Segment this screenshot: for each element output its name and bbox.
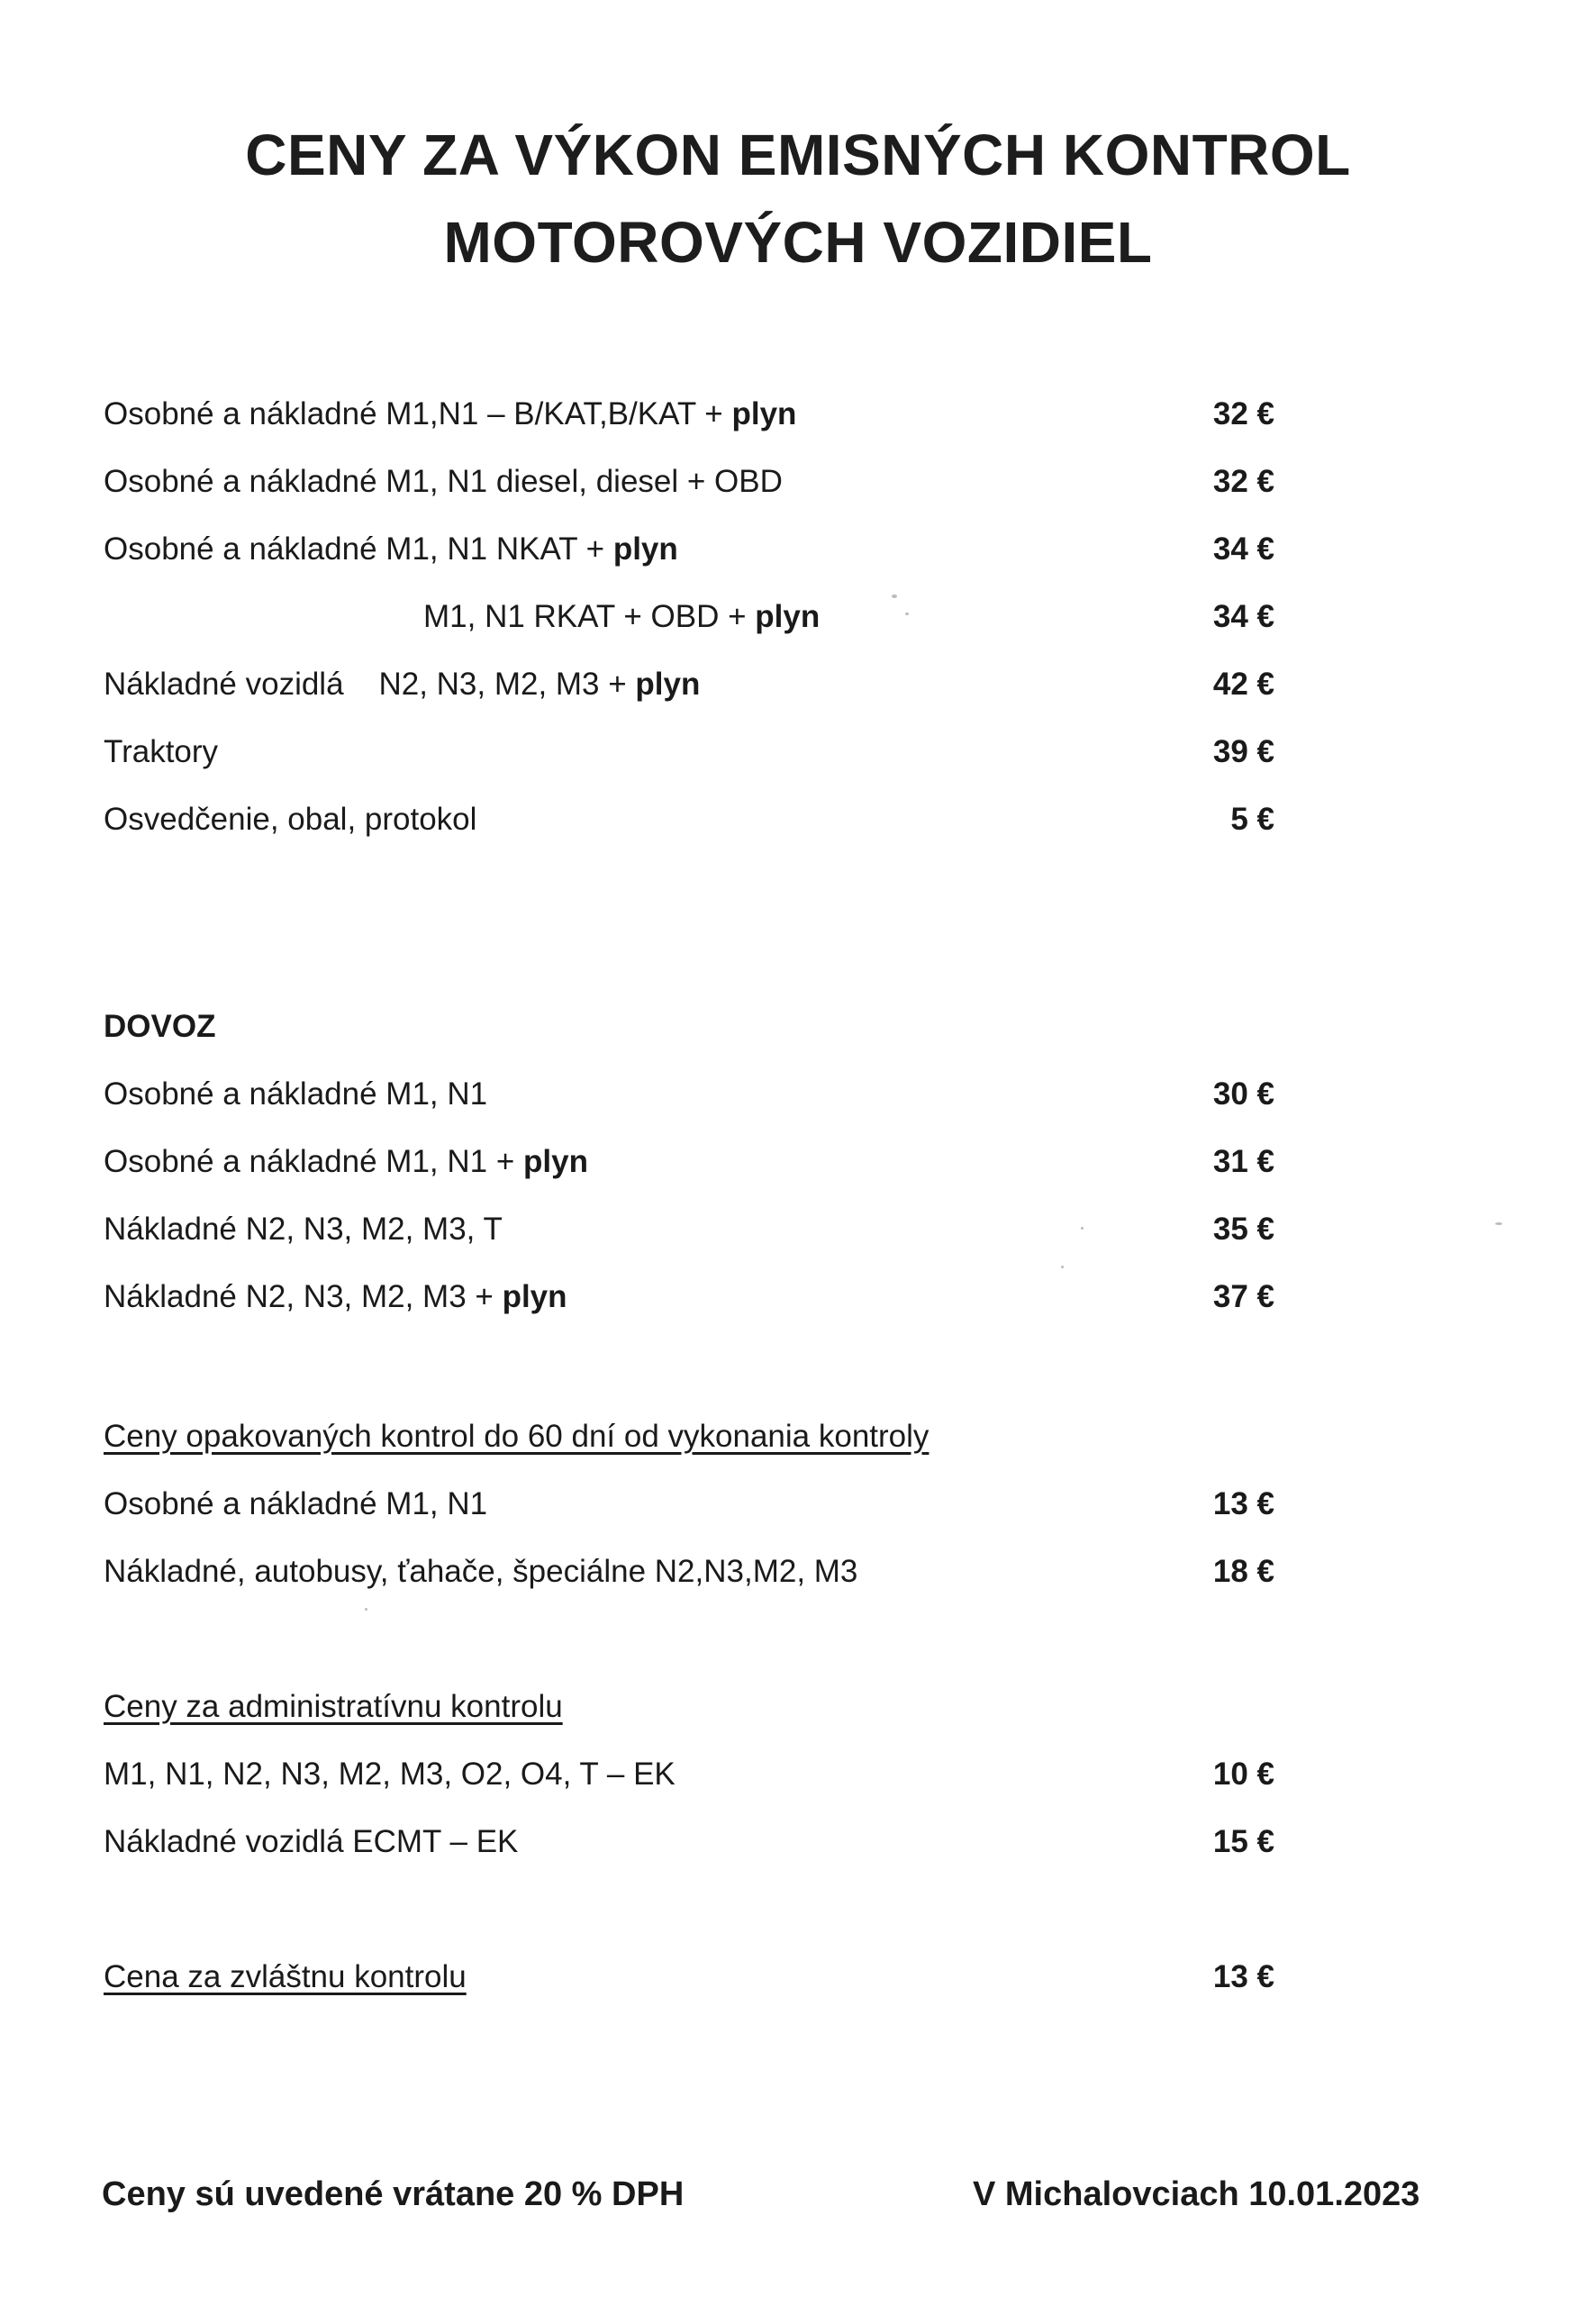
row-label: M1, N1 RKAT + OBD + plyn (423, 599, 821, 634)
row-price: 5 € (1230, 802, 1274, 837)
row-price: 37 € (1212, 1279, 1274, 1314)
document-title-line1: CENY ZA VÝKON EMISNÝCH KONTROL (245, 123, 1351, 187)
scan-speck (892, 595, 897, 598)
row-label: Osvedčenie, obal, protokol (104, 802, 477, 837)
price-row (104, 396, 1274, 450)
row-label: M1, N1, N2, N3, M2, M3, O2, O4, T – EK (104, 1757, 676, 1792)
document-title-line2: MOTOROVÝCH VOZIDIEL (443, 210, 1153, 275)
row-price: 34 € (1212, 531, 1274, 567)
row-label: Nákladné N2, N3, M2, M3, T (104, 1212, 503, 1247)
price-row (104, 599, 1274, 653)
row-price: 32 € (1212, 396, 1274, 431)
row-price: 10 € (1212, 1757, 1274, 1792)
row-label: Osobné a nákladné M1, N1 diesel, diesel + OBD (104, 464, 783, 499)
price-row (104, 1279, 1274, 1333)
row-price: 34 € (1212, 599, 1274, 634)
row-price: 39 € (1212, 734, 1274, 769)
row-label: Nákladné, autobusy, ťahače, špeciálne N2,N3,M2, M3 (104, 1554, 858, 1589)
row-price: 13 € (1212, 1959, 1274, 1994)
price-row (104, 667, 1274, 721)
section-heading-repeat: Ceny opakovaných kontrol do 60 dní od vykonania kontroly (104, 1419, 929, 1454)
scan-speck (905, 613, 909, 615)
row-price: 42 € (1212, 667, 1274, 702)
price-row-special (104, 1959, 1274, 2013)
row-label: Osobné a nákladné M1, N1 (104, 1076, 488, 1112)
price-row (104, 734, 1274, 788)
row-price: 18 € (1212, 1554, 1274, 1589)
price-row (104, 1212, 1274, 1266)
row-label: Osobné a nákladné M1, N1 + plyn (104, 1144, 588, 1179)
section-heading-import: DOVOZ (104, 1009, 216, 1044)
row-price: 30 € (1212, 1076, 1274, 1112)
row-label: Osobné a nákladné M1, N1 NKAT + plyn (104, 531, 678, 567)
scan-speck (1495, 1222, 1502, 1225)
place-date: V Michalovciach 10.01.2023 (973, 2175, 1420, 2213)
row-price: 15 € (1212, 1824, 1274, 1859)
price-row (104, 802, 1274, 856)
row-price: 13 € (1212, 1486, 1274, 1521)
scan-speck (1081, 1227, 1084, 1230)
row-label: Osobné a nákladné M1, N1 (104, 1486, 488, 1521)
price-row (104, 1076, 1274, 1130)
scan-speck (365, 1608, 367, 1611)
row-label: Nákladné vozidlá ECMT – EK (104, 1824, 519, 1859)
scan-speck (1061, 1266, 1064, 1268)
price-row (104, 464, 1274, 518)
row-label: Nákladné N2, N3, M2, M3 + plyn (104, 1279, 567, 1314)
price-row (104, 1824, 1274, 1878)
section-heading-admin: Ceny za administratívnu kontrolu (104, 1689, 563, 1724)
row-label: Traktory (104, 734, 219, 769)
price-row (104, 531, 1274, 586)
row-price: 35 € (1212, 1212, 1274, 1247)
row-label: Nákladné vozidlá N2, N3, M2, M3 + plyn (104, 667, 701, 702)
section-heading-special: Cena za zvláštnu kontrolu (104, 1959, 467, 1994)
row-label: Osobné a nákladné M1,N1 – B/KAT,B/KAT + plyn (104, 396, 797, 431)
vat-note: Ceny sú uvedené vrátane 20 % DPH (102, 2175, 685, 2213)
price-row (104, 1757, 1274, 1811)
price-row (104, 1554, 1274, 1608)
row-price: 32 € (1212, 464, 1274, 499)
row-price: 31 € (1212, 1144, 1274, 1179)
price-row (104, 1144, 1274, 1198)
price-row (104, 1486, 1274, 1540)
